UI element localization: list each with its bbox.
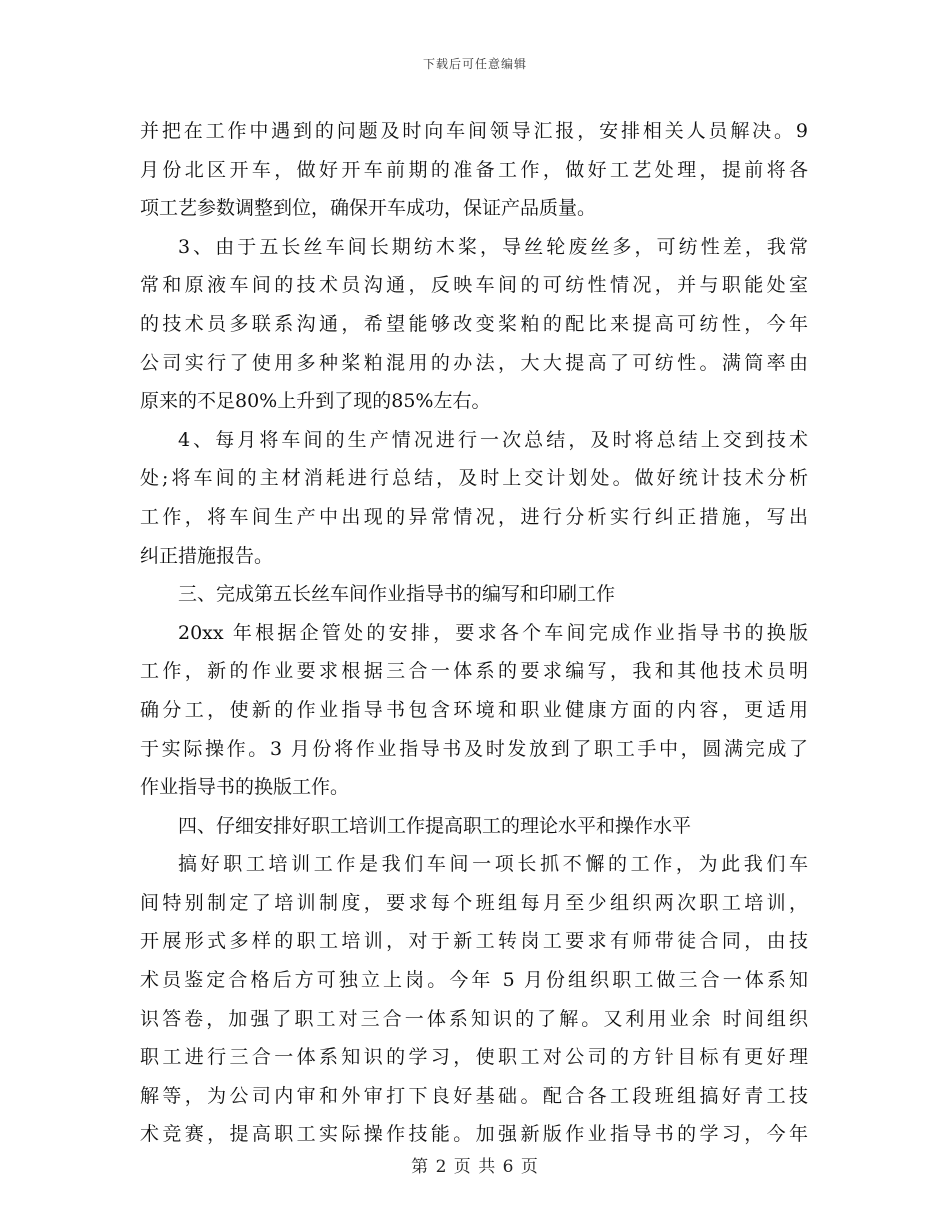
text-line: 公司实行了使用多种桨粕混用的办法，大大提高了可纺性。满筒率由 [140, 351, 808, 374]
text-line: 工作，将车间生产中出现的异常情况，进行分析实行纠正措施，写出 [140, 505, 808, 528]
text-line: 解等，为公司内审和外审打下良好基础。配合各工段班组搞好青工技 [140, 1084, 808, 1107]
text-line: 识答卷，加强了职工对三合一体系知识的了解。又利用业余 时间组织 [140, 1007, 808, 1030]
text-line: 的技术员多联系沟通，希望能够改变桨粕的配比来提高可纺性，今年 [140, 312, 808, 335]
text-line: 4、每月将车间的生产情况进行一次总结，及时将总结上交到技术 [178, 428, 808, 451]
section-heading: 四、仔细安排好职工培训工作提高职工的理论水平和操作水平 [178, 814, 692, 837]
text-line: 搞好职工培训工作是我们车间一项长抓不懈的工作，为此我们车 [178, 853, 808, 876]
section-heading: 三、完成第五长丝车间作业指导书的编写和印刷工作 [178, 583, 616, 606]
text-line: 项工艺参数调整到位，确保开车成功，保证产品质量。 [140, 197, 597, 220]
text-line: 确分工，使新的作业指导书包含环境和职业健康方面的内容，更适用 [140, 698, 808, 721]
text-line: 处;将车间的主材消耗进行总结，及时上交计划处。做好统计技术分析 [140, 467, 808, 490]
text-line: 原来的不足80%上升到了现的85%左右。 [140, 390, 491, 413]
text-line: 术员鉴定合格后方可独立上岗。今年 5 月份组织职工做三合一体系知 [140, 969, 808, 992]
text-line: 作业指导书的换版工作。 [140, 776, 350, 799]
text-line: 常和原液车间的技术员沟通，反映车间的可纺性情况，并与职能处室 [140, 274, 808, 297]
page-footer: 第 2 页 共 6 页 [411, 1157, 539, 1177]
text-line: 于实际操作。3 月份将作业指导书及时发放到了职工手中，圆满完成了 [140, 737, 808, 760]
text-line: 并把在工作中遇到的问题及时向车间领导汇报，安排相关人员解决。9 [140, 120, 808, 142]
text-line: 月份北区开车，做好开车前期的准备工作，做好工艺处理，提前将各 [140, 158, 808, 181]
text-line: 术竞赛，提高职工实际操作技能。加强新版作业指导书的学习，今年 [140, 1123, 808, 1146]
page-header: 下载后可任意编辑 [422, 57, 527, 71]
text-line: 3、由于五长丝车间长期纺木桨，导丝轮废丝多，可纺性差，我常 [178, 235, 808, 258]
text-line: 工作，新的作业要求根据三合一体系的要求编写，我和其他技术员明 [140, 660, 808, 683]
text-line: 纠正措施报告。 [140, 544, 274, 567]
text-line: 20xx 年根据企管处的安排，要求各个车间完成作业指导书的换版 [178, 621, 808, 644]
text-line: 间特别制定了培训制度，要求每个班组每月至少组织两次职工培训， [140, 891, 808, 914]
document-body [140, 112, 808, 1154]
text-line: 开展形式多样的职工培训，对于新工转岗工要求有师带徒合同，由技 [140, 930, 808, 953]
text-line: 职工进行三合一体系知识的学习，使职工对公司的方针目标有更好理 [140, 1046, 808, 1069]
